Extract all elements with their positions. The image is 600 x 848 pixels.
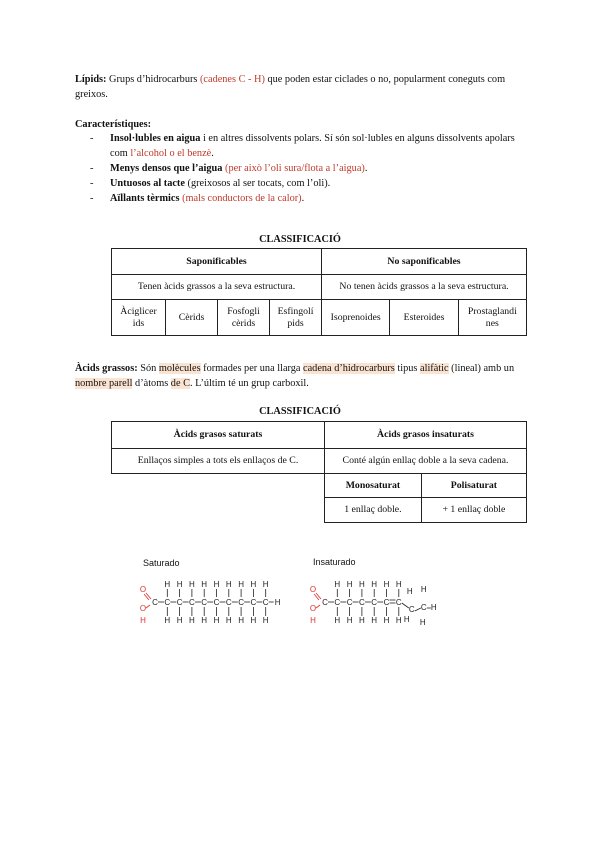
saturated-label: Saturado (143, 558, 180, 568)
hydrogen-atom: H (274, 598, 281, 607)
carbon-atom: C (322, 598, 328, 607)
single-bond (402, 603, 409, 608)
hydrogen-atom: H (346, 580, 353, 589)
oxygen-atom: O (309, 585, 317, 594)
hydrogen-atom: H (238, 616, 244, 625)
carbon-atom: C (420, 603, 427, 612)
characteristics-heading: Característiques: (75, 119, 152, 130)
hydrogen-atom: H (201, 580, 208, 589)
carbon-atom: C (395, 598, 402, 607)
table-cell: Fosfogli cèrids (218, 300, 270, 336)
header-saturated: Àcids grasos saturats (112, 422, 325, 449)
hydrogen-atom: H (419, 618, 426, 627)
hydrogen-atom: H (189, 580, 195, 589)
unsaturated-description: Conté algún enllaç doble a la seva cadena. (325, 449, 527, 474)
hydrogen-atom: H (406, 587, 413, 596)
hydrogen-atom: H (403, 615, 410, 624)
hydrogen-atom: H (395, 616, 402, 625)
carbon-atom: C (262, 598, 269, 607)
hydrogen-atom: H (346, 616, 353, 625)
double-bond (314, 594, 319, 600)
list-item: - Untuosos al tacte (greixosos al ser tocats, com l’oli). (90, 178, 331, 189)
list-item: - Menys densos que l’aigua (per això l’oli sura/flota a l’aigua). (90, 163, 368, 174)
header-unsaturated: Àcids grasos insaturats (325, 422, 527, 449)
carbon-atom: C (152, 598, 158, 607)
oxygen-atom: O (139, 604, 147, 613)
hydrogen-atom: H (334, 580, 341, 589)
lipids-classification-table (111, 248, 527, 336)
characteristics-list (90, 131, 520, 206)
hydrogen-atom: H (238, 580, 244, 589)
hydrogen-atom: H (262, 580, 269, 589)
hydrogen-atom: H (176, 580, 183, 589)
carbon-atom: C (176, 598, 183, 607)
no-saponificables-description: No tenen àcids grassos a la seva estructura. (322, 275, 527, 300)
hydrogen-atom: H (189, 616, 195, 625)
hydrogen-atom: H (310, 616, 316, 625)
table-cell: Cèrids (166, 300, 218, 336)
double-bond (146, 593, 151, 599)
hydrogen-atom: H (420, 585, 427, 594)
hydrogen-atom: H (334, 616, 341, 625)
saponificables-description: Tenen àcids grassos a la seva estructura. (112, 275, 322, 300)
hydrogen-atom: H (225, 580, 232, 589)
hydrogen-atom: H (359, 580, 365, 589)
hydrogen-atom: H (225, 616, 232, 625)
carbon-atom: C (238, 598, 244, 607)
carbon-atom: C (359, 598, 365, 607)
hydrogen-atom: H (164, 616, 171, 625)
carbon-atom: C (346, 598, 353, 607)
list-item: - Aïllants tèrmics (mals conductors de la calor). (90, 193, 305, 204)
double-bond (316, 593, 321, 599)
oxygen-atom: O (309, 604, 317, 613)
classification-title: CLASSIFICACIÓ (259, 234, 341, 245)
single-bond (415, 608, 421, 611)
carbon-atom: C (334, 598, 341, 607)
hydrogen-atom: H (201, 616, 208, 625)
lipids-term: Lípids: (75, 74, 107, 85)
carbon-atom: C (164, 598, 171, 607)
hydrogen-atom: H (213, 580, 220, 589)
fatty-acid-structures (130, 570, 490, 630)
carbon-atom: C (371, 598, 378, 607)
empty-cell (112, 474, 325, 523)
hydrogen-atom: H (371, 580, 378, 589)
carbon-atom: C (250, 598, 257, 607)
list-item: - Insol·lubles en aigua i en altres dissolvents polars. Sí són sol·lubles en alguns dissolvents apolars com l’alcohol o el benzè. (90, 133, 515, 159)
hydrogen-atom: H (383, 616, 390, 625)
table-cell: Esfingolí pids (270, 300, 322, 336)
hydrogen-atom: H (430, 603, 437, 612)
table-cell: Prostaglandi nes (458, 300, 526, 336)
hydrogen-atom: H (395, 580, 402, 589)
fatty-acids-term: Àcids grassos: (75, 363, 138, 374)
fatty-acids-definition: Àcids grassos: Són molècules formades per una llarga cadena d’hidrocarburs tipus alifàtic (lineal) amb un nombre parell d’àtoms de C. L’últim té un grup carboxil. (75, 363, 515, 389)
single-bond (316, 605, 320, 608)
polisaturat-value: + 1 enllaç doble (421, 498, 526, 523)
hydrogen-atom: H (250, 580, 257, 589)
hydrogen-atom: H (213, 616, 220, 625)
classification-title-2: CLASSIFICACIÓ (259, 406, 341, 417)
hydrocarbon-note: (cadenes C - H) (200, 74, 265, 85)
single-bond (146, 605, 150, 608)
oxygen-atom: O (139, 585, 147, 594)
carbon-atom: C (201, 598, 208, 607)
fatty-acids-classification-table (111, 421, 527, 523)
carbon-atom: C (189, 598, 195, 607)
monosaturat-value: 1 enllaç doble. (325, 498, 422, 523)
table-cell: Esteroides (390, 300, 458, 336)
table-cell: Isoprenoides (322, 300, 390, 336)
hydrogen-atom: H (250, 616, 257, 625)
header-polisaturat: Polisaturat (421, 474, 526, 498)
hydrogen-atom: H (371, 616, 378, 625)
saturated-description: Enllaços simples a tots els enllaços de C. (112, 449, 325, 474)
carbon-atom: C (213, 598, 220, 607)
hydrogen-atom: H (359, 616, 365, 625)
saturated-fatty-acid-structure (140, 580, 281, 625)
unsaturated-label: Insaturado (313, 557, 356, 567)
lipids-definition: Lípids: Grups d’hidrocarburs (cadenes C - H) que poden estar ciclades o no, popularment coneguts com greixos. (75, 74, 506, 100)
carbon-atom: C (225, 598, 232, 607)
carbon-atom: C (383, 598, 390, 607)
header-no-saponificables: No saponificables (322, 249, 527, 275)
double-bond (144, 594, 149, 600)
hydrogen-atom: H (176, 616, 183, 625)
header-saponificables: Saponificables (112, 249, 322, 275)
hydrogen-atom: H (383, 580, 390, 589)
unsaturated-fatty-acid-structure (310, 580, 437, 627)
hydrogen-atom: H (262, 616, 269, 625)
hydrogen-atom: H (140, 616, 146, 625)
table-cell: Àciglicer ids (112, 300, 166, 336)
hydrogen-atom: H (164, 580, 171, 589)
header-monosaturat: Monosaturat (325, 474, 422, 498)
carbon-atom: C (408, 605, 415, 614)
